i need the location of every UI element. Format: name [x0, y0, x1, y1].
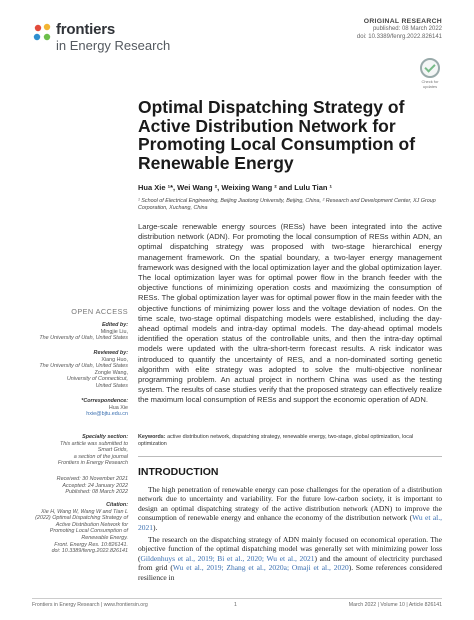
article-meta	[262, 18, 442, 41]
editor-name: Mingjie Liu,	[100, 328, 128, 335]
published-date: published: 08 March 2022	[372, 26, 442, 32]
abstract: Large-scale renewable energy sources (RESs) have been integrated into the active distribution network (ADN). For promoting the local consumption of RESs within ADN, an optimal dispatching strategy was proposed with two-stage hierarchical energy management framework. On the spatial boundary, a two-layer energy management framework was designed with the local optimization layer and the global optimization layer. The local optimization layer was for optimal power flow in the branch feeder with the objective functions of minimizing operation costs and maximizing the consumption of RESs. The global optimization layer was for optimal power flow in the main feeder with the objective functions of minimizing power loss and the voltage deviation of nodes. On the time scale, two-stage optimal dispatching models were established, including the day-ahead optimal models and intra-day optimal models. The day-ahead optimal models identified the operation status of the controllable units, and then the intra-day optimal models were updated with the ultra-short-term forecast results. A risk indicator was introduced to quantify the uncertainty of RES, and a non-dominated sorting genetic algorithm with elite strategy was adopted to solve the multi-objective nonlinear programming problem. An actual project in northern China was used as the testing system. The results of case studies verify that the proposed strategy can effectively realize the maximum local consumption of RESs and support the economic operation of ADN.	[138, 222, 442, 405]
citation-info: Citation: Xie H, Wang W, Wang W and Tian L (2022) Optimal Dispatching Strategy of Active Distribution Network for Promoting Local Consumption of Renewable Energy. Front. Energy Res. 10:826141. doi: 10.3389/fenrg.2022.826141	[35, 502, 128, 555]
page-number: 1	[234, 602, 237, 608]
paragraph: The research on the dispatching strategy of ADN mainly focused on economical operation. The objective function of the optimal dispatching model was generally set with minimizing power loss (Gildenhuys et al., 2019; Bi et al., 2020; Wu et al., 2021) and the amount of electricity purchased from grid (Wu et al., 2019; Zhang et al., 2020a; Omaji et al., 2020). Some references considered resilience in	[138, 535, 442, 582]
section-divider	[138, 456, 442, 457]
email-link[interactable]: hxie@bjtu.edu.cn	[86, 411, 128, 418]
reviewer-name: Xiang Huo,	[101, 356, 128, 363]
citation-link[interactable]: Gildenhuys et al., 2019; Bi et al., 2020; Wu et al., 2021	[140, 553, 315, 563]
reviewer-info: Reviewed by: Xiang Huo, The University of Utah, United States Zongle Wang, University of Connecticut, United States	[26, 350, 128, 390]
brand-name: frontiers	[56, 21, 116, 38]
check-updates-icon	[420, 58, 440, 78]
check-updates-label: Check for updates	[421, 79, 439, 89]
footer-volume-info: March 2022 | Volume 10 | Article 826141	[348, 602, 442, 608]
article-type: ORIGINAL RESEARCH	[363, 18, 442, 25]
dates-info	[26, 476, 128, 496]
author-list: Hua Xie ¹*, Wei Wang ², Weixing Wang ² and Lulu Tian ¹	[138, 183, 333, 192]
keywords-label: Keywords:	[138, 434, 166, 440]
paragraph: The high penetration of renewable energy can pose challenges for the operation of a distribution network due to uncertainty and variability. For the future low-carbon society, it is important to design an optimal dispatching strategy of the active distribution network (ADN) to improve the consumption of renewable energy and enhance the economy of the distribution network (Wu et al., 2021).	[138, 485, 442, 532]
frontiers-logo-icon	[32, 22, 54, 44]
keywords-text: active distribution network, dispatching strategy, renewable energy, two-stage, global optimization, local optimization	[138, 434, 414, 447]
citation-link[interactable]: Wu et al., 2019; Zhang et al., 2020a; Omaji et al., 2020	[172, 563, 349, 573]
specialty-section: Specialty section: This article was submitted to Smart Grids, a section of the journal Frontiers in Energy Research	[57, 434, 128, 467]
article-title: Optimal Dispatching Strategy of Active Distribution Network for Promoting Local Consumption of Renewable Energy	[138, 97, 416, 173]
citation-link[interactable]: Wu et al., 2021	[138, 513, 442, 532]
doi-link[interactable]: doi: 10.3389/fenrg.2022.826141	[356, 34, 442, 40]
published-date-side: Published: 08 March 2022	[65, 489, 128, 496]
journal-logo[interactable]	[32, 20, 171, 54]
footer-journal-link[interactable]: Frontiers in Energy Research | www.frontiersin.org	[32, 602, 148, 608]
keywords	[138, 434, 438, 448]
accepted-date: Accepted: 24 January 2022	[62, 482, 128, 489]
footer-divider	[32, 598, 442, 599]
introduction-body	[138, 485, 442, 585]
received-date: Received: 30 November 2021	[56, 476, 128, 482]
journal-name: in Energy Research	[56, 38, 171, 53]
open-access-label: OPEN ACCESS	[71, 307, 128, 316]
section-heading-introduction: INTRODUCTION	[138, 466, 219, 478]
reviewer-name: Zongle Wang,	[94, 369, 128, 376]
correspondence-info: *Correspondence: Hua Xie hxie@bjtu.edu.cn	[26, 398, 128, 418]
editor-info: Edited by: Mingjie Liu, The University of Utah, United States	[26, 322, 128, 342]
check-updates-button[interactable]	[418, 58, 442, 89]
affiliations: ¹ School of Electrical Engineering, Beijing Jiaotong University, Beijing, China, ² Research and Development Center, XJ Group Corporation, Xuchang, China	[138, 198, 436, 211]
